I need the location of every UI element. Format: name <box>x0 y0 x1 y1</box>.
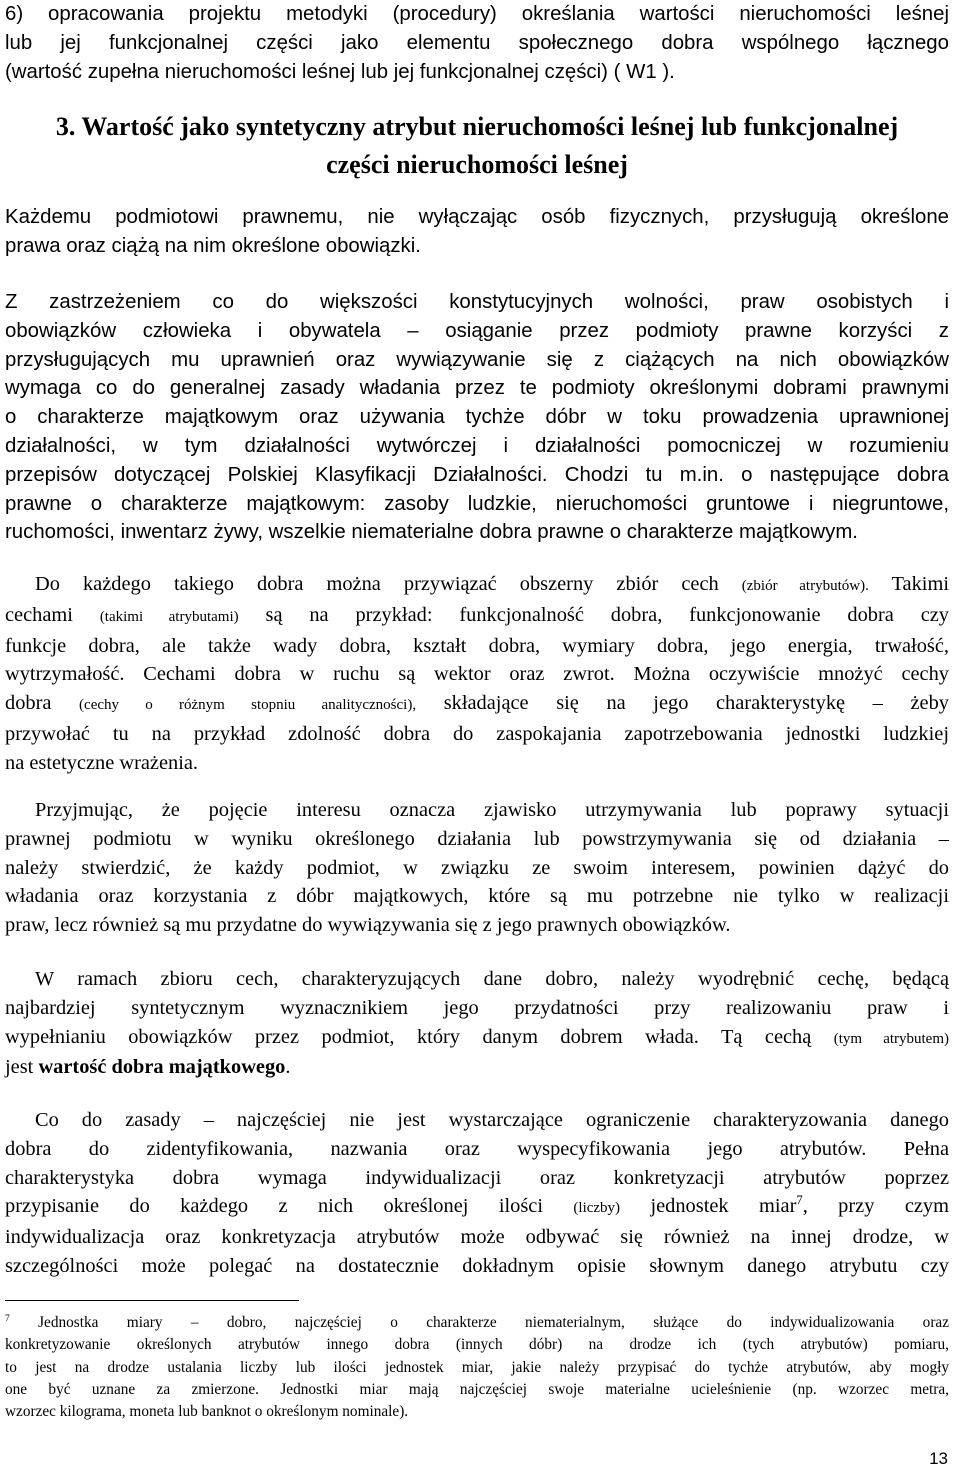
text-line: przypisanie do każdego z nich określonej ilości (liczby) jednostek miar$^7$, przy czym <box>5 1193 949 1218</box>
text-line: charakterystyka dobra wymaga indywidualizacji oraz konkretyzacji atrybutów poprzez <box>5 1166 949 1189</box>
footnote-reference[interactable]: 7 <box>796 1193 803 1208</box>
text-line: ruchomości, inwentarz żywy, wszelkie niematerialne dobra prawne o charakterze majątkowym. <box>5 521 858 544</box>
text-line: przysługujących mu uprawnień oraz wywiązywanie się z ciążących na nich obowiązków <box>5 348 949 371</box>
text-line: dobra do zidentyfikowania, nazwania oraz wyspecyfikowania jego atrybutów. Pełna <box>5 1137 949 1160</box>
text-line: na estetyczne wrażenia. <box>5 751 199 774</box>
section-heading-line: części nieruchomości leśnej <box>326 150 628 179</box>
text-line: obowiązków człowieka i obywatela – osiąganie przez podmioty prawne korzyści z <box>5 319 949 342</box>
footnote-line: $^7$ Jednostka miary – dobro, najczęściej o charakterze niematerialnym, służące do indywidualizowania oraz <box>5 1313 949 1331</box>
text-line: (wartość zupełna nieruchomości leśnej lub jej funkcjonalnej części) ( W1 ). <box>5 60 675 83</box>
text-line: przywołać tu na przykład zdolność dobra do zaspokajania zapotrzebowania jednostki ludzkiej <box>5 722 949 745</box>
text-line: lub jej funkcjonalnej części jako elementu społecznego dobra wspólnego łącznego <box>5 31 949 54</box>
text-line: prawa oraz ciążą na nim określone obowiązki. <box>5 234 421 257</box>
text-line: władania oraz korzystania z dóbr majątkowych, które są mu potrzebne nie tylko w realizacji <box>5 885 949 908</box>
paragraph-6 <box>5 1106 949 1281</box>
paragraph-3 <box>5 570 949 778</box>
paragraph-4 <box>5 796 949 940</box>
section-number: 3. <box>55 112 76 141</box>
footnote-line: one być uznane za zmierzone. Jednostki miar mają najczęściej swoje materialne ucieleśnienie (np. wzorzec metra, <box>5 1380 949 1398</box>
text-line: wymaga co do generalnej zasady władania przez te podmioty określonymi dobrami prawnymi <box>5 377 949 400</box>
footnote-line: wzorzec kilograma, moneta lub banknot o określonym nominale). <box>5 1403 409 1421</box>
text-line: wypełnianiu obowiązków przez podmiot, który danym dobrem włada. Tą cechą (tym atrybutem) <box>5 1025 949 1048</box>
text-line: W ramach zbioru cech, charakteryzujących dane dobro, należy wyodrębnić cechę, będącą <box>35 968 949 990</box>
text-line: jest wartość dobra majątkowego. <box>5 1056 291 1079</box>
footnote <box>5 1312 949 1423</box>
section-heading-line <box>5 108 949 146</box>
bold-term: wartość dobra majątkowego <box>38 1056 286 1079</box>
text-line: działalności, w tym działalności wytwórczej i działalności pomocniczej w rozumieniu <box>5 434 949 457</box>
text-line: należy stwierdzić, że każdy podmiot, w związku ze swoim interesem, powinien dążyć do <box>5 856 949 879</box>
text-line: Do każdego takiego dobra można przywiązać obszerny zbiór cech (zbiór atrybutów). Takimi <box>35 573 949 595</box>
text-line: indywidualizacja oraz konkretyzacja atrybutów może odbywać się również na innej drodze, w <box>5 1226 949 1249</box>
paragraph-2 <box>5 288 949 547</box>
text-line: Każdemu podmiotowi prawnemu, nie wyłączając osób fizycznych, przysługują określone <box>5 206 949 228</box>
text-line: szczególności może polegać na dostatecznie dokładnym opisie słownym danego atrybutu czy <box>5 1254 949 1277</box>
text-line: o charakterze majątkowym oraz używania tychże dóbr w toku prowadzenia uprawnionej <box>5 406 949 429</box>
text-line: Z zastrzeżeniem co do większości konstytucyjnych wolności, praw osobistych i <box>5 291 949 313</box>
footnote-marker: 7 <box>5 1313 10 1324</box>
text-line: prawnej podmiotu w wyniku określonego działania lub powstrzymywania się od działania – <box>5 827 949 850</box>
text-line: dobra (cechy o różnym stopniu analityczności), składające się na jego charakterystykę – żeby <box>5 692 949 715</box>
text-line: najbardziej syntetycznym wyznacznikiem jego przydatności przy realizowaniu praw i <box>5 996 949 1019</box>
text-line: Co do zasady – najczęściej nie jest wystarczające ograniczenie charakteryzowania danego <box>35 1109 949 1131</box>
text-line: przepisów dotyczącej Polskiej Klasyfikacji Działalności. Chodzi tu m.in. o następujące dobra <box>5 463 949 486</box>
text-line: 6) opracowania projektu metodyki (procedury) określania wartości nieruchomości leśnej <box>5 3 949 25</box>
section-title: Wartość jako syntetyczny atrybut nieruchomości leśnej lub funkcjonalnej <box>81 112 899 141</box>
text-line: Przyjmując, że pojęcie interesu oznacza zjawisko utrzymywania lub poprawy sytuacji <box>35 799 949 821</box>
text-line: cechami (takimi atrybutami) są na przykład: funkcjonalność dobra, funkcjonowanie dobra czy <box>5 603 949 626</box>
text-line: funkcje dobra, ale także wady dobra, kształt dobra, wymiary dobra, jego energia, trwałość, <box>5 634 949 657</box>
page-number: 13 <box>929 1449 948 1468</box>
text-line: praw, lecz również są mu przydatne do wywiązywania się z jego prawnych obowiązków. <box>5 914 731 937</box>
paragraph-1 <box>5 203 949 261</box>
footnote-line: to jest na drodze ustalania liczby lub ilości jednostek miar, jakie należy przypisać do tychże atrybutów, aby mogły <box>5 1358 949 1376</box>
section-heading <box>5 108 949 184</box>
paragraph-5 <box>5 965 949 1082</box>
footnote-separator <box>5 1300 299 1301</box>
text-line: prawne o charakterze majątkowym: zasoby ludzkie, nieruchomości gruntowe i niegruntowe, <box>5 492 949 515</box>
text-line: wytrzymałość. Cechami dobra w ruchu są wektor oraz zwrot. Można oczywiście mnożyć cechy <box>5 663 949 686</box>
list-item-6 <box>5 0 949 86</box>
footnote-line: konkretyzowanie określonych atrybutów innego dobra (innych dóbr) na drodze ich (tych atrybutów) pomiaru, <box>5 1336 949 1354</box>
